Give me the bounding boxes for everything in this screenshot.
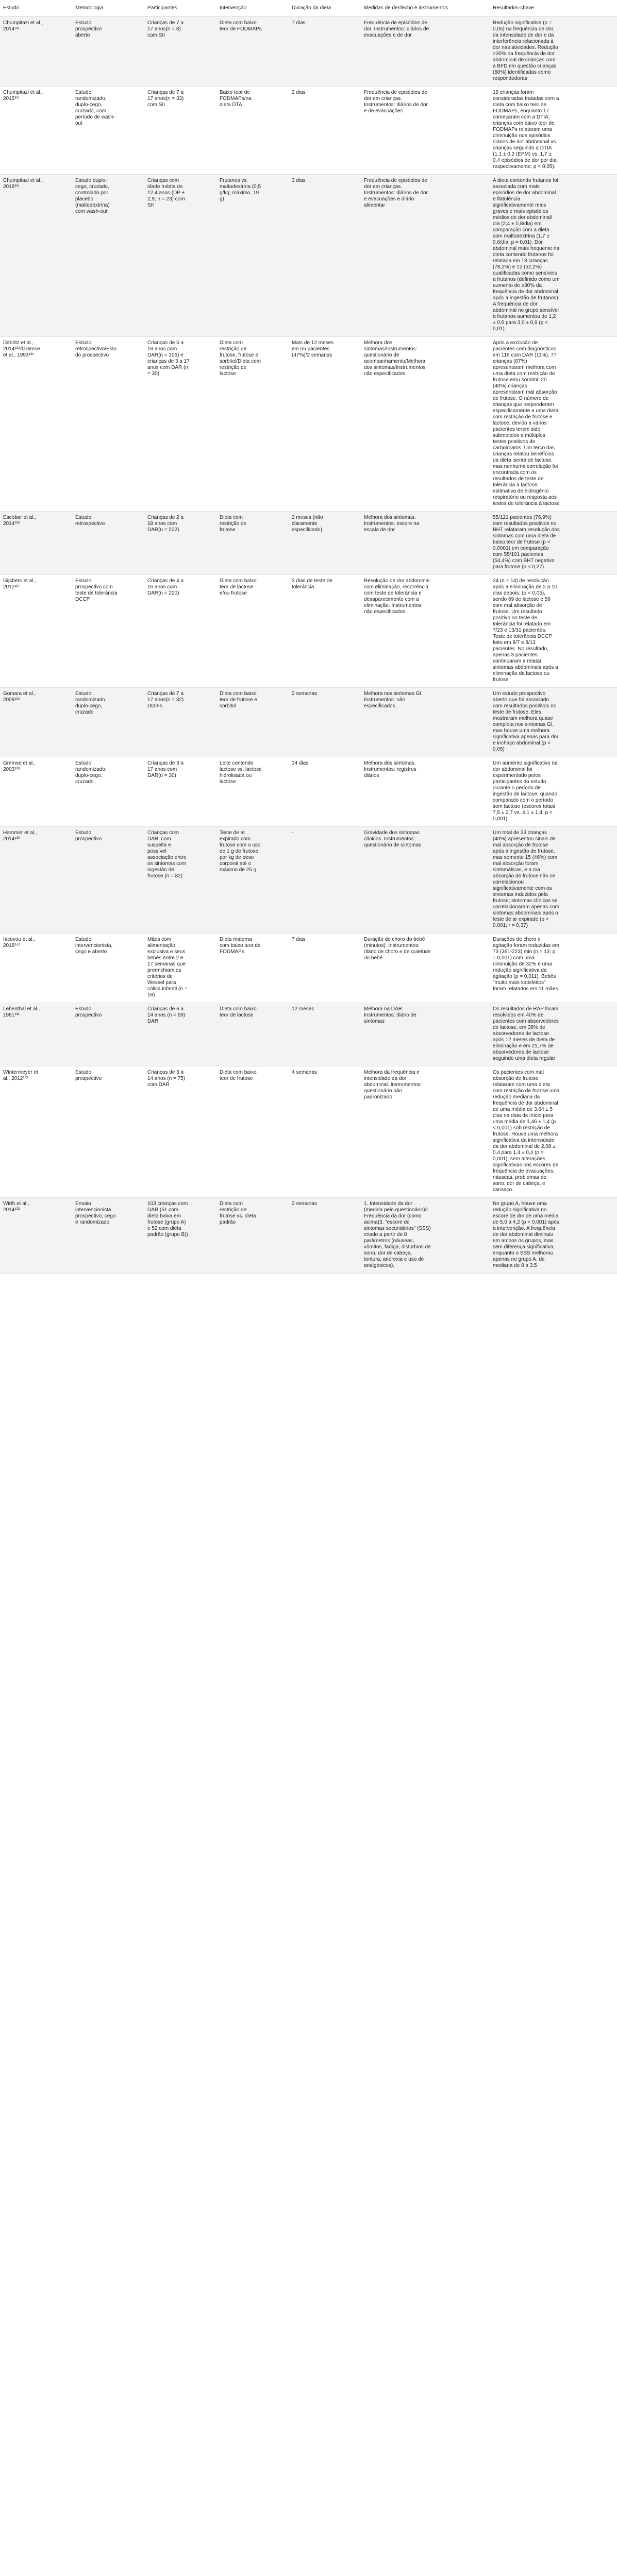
cell-duration bbox=[289, 688, 361, 757]
cell-intervention bbox=[216, 87, 289, 175]
cell-text: Melhora dos sintomas. Instrumentos: escore na escala de dor bbox=[364, 515, 420, 533]
cell-methodology bbox=[72, 17, 144, 87]
cell-outcome-measures bbox=[361, 512, 490, 575]
cell-text: 3 dias de teste de tolerância bbox=[292, 578, 332, 590]
cell-text: Duração do choro do bebê (minutos). Instrumentos: diário de choro e de quietude do bebê bbox=[364, 937, 431, 961]
table-row bbox=[0, 827, 617, 934]
cell-outcome-measures bbox=[361, 934, 490, 1003]
cell-participants bbox=[144, 175, 216, 337]
table-row bbox=[0, 1003, 617, 1066]
cell-text: Melhora dos sintomas/Instrumentos: questionário de acompanhamento/Melhora dos sintomas/Instrumentos não especificados bbox=[364, 340, 426, 377]
cell-text: Frutanos vs. maltodextrina (0,5 g/kg; máximo, 19 g) bbox=[220, 178, 261, 202]
cell-key-results bbox=[490, 1066, 617, 1198]
cell-outcome-measures bbox=[361, 827, 490, 934]
cell-text: 7 dias bbox=[292, 20, 306, 26]
cell-intervention bbox=[216, 934, 289, 1003]
cell-text: Wintermeyer et al., 2012¹³² bbox=[3, 1070, 38, 1081]
table-row bbox=[0, 175, 617, 337]
cell-duration bbox=[289, 175, 361, 337]
cell-methodology bbox=[72, 934, 144, 1003]
table-row bbox=[0, 87, 617, 175]
cell-text: Estudo randomizado, duplo-cego, cruzado bbox=[75, 760, 107, 785]
cell-duration bbox=[289, 337, 361, 512]
cell-intervention bbox=[216, 1198, 289, 1274]
cell-methodology bbox=[72, 688, 144, 757]
cell-duration bbox=[289, 1066, 361, 1198]
header-row bbox=[0, 0, 617, 17]
cell-outcome-measures bbox=[361, 575, 490, 688]
cell-text: Crianças de 3 a 14 anos (n = 75) com DAR bbox=[147, 1070, 186, 1088]
cell-text: Crianças de 6 a 14 anos (n = 69) DAR bbox=[147, 1006, 186, 1024]
cell-intervention bbox=[216, 17, 289, 87]
cell-outcome-measures bbox=[361, 175, 490, 337]
cell-text: Após a exclusão de pacientes com diagnósticos em 116 com DAR (11%), 77 crianças (67%) apresentaram melhora com uma dieta com restrição de frutose e/ou sorbitol. 20 (40%) crianças apresentaram mal absorção de frutose. O número de crianças que responderam especificamente a uma dieta com restrição de frutose e lactose, devido a vários pacientes terem sido submetidos a múltiplos testes positivos de carboidratos. Um terço das crianças relatou benefícios da dieta isenta de lactose, mas nenhuma correlação foi encontrada com os resultados de teste de tolerância à lactose, estimativa de hidrogênio respiratório ou resposta aos testes de tolerância à lactose bbox=[493, 340, 560, 506]
cell-key-results bbox=[490, 17, 617, 87]
cell-text: Dieta com baixo teor de frutose bbox=[220, 1070, 257, 1081]
cell-text: Leite contendo lactose vs. lactose hidrolisada ou lactose bbox=[220, 760, 262, 785]
cell-duration bbox=[289, 17, 361, 87]
table-row bbox=[0, 934, 617, 1003]
studies-table bbox=[0, 0, 617, 1274]
cell-study bbox=[0, 337, 72, 512]
cell-study bbox=[0, 87, 72, 175]
cell-text: Crianças com DAR, com suspeita e possível associação entre os sintomas com ingestão de frutose (n = 82) bbox=[147, 830, 187, 879]
cell-text: Dieta com baixo teor de frutose e sorbitol bbox=[220, 691, 257, 709]
cell-text: 24 (n = 14) de resolução após a eliminação de 2 a 10 dias depois: (p < 0,05), sendo 69 de lactose e 59 com mal absorção de frutose. Um resultado positivo no teste de tolerância foi relatado em 7/23 e 13/31 pacientes. Teste de tolerância DCCP feito em 8/7 e 8/13 pacientes. No resultado, apenas 3 pacientes continuaram a relatar sintomas abdominais após a eliminação da lactose ou frutose bbox=[493, 578, 558, 683]
cell-text: 12 meses bbox=[292, 1006, 314, 1012]
cell-text: Crianças de 7 a 17 anos(n = 32) DGIFs bbox=[147, 691, 184, 709]
cell-study bbox=[0, 1198, 72, 1274]
cell-text: Baixo teor de FODMAPs/na dieta DTA bbox=[220, 90, 252, 108]
cell-key-results bbox=[490, 575, 617, 688]
cell-text: Estudo intervencionista, cego e aberto bbox=[75, 937, 113, 955]
cell-participants bbox=[144, 934, 216, 1003]
cell-study bbox=[0, 688, 72, 757]
cell-key-results bbox=[490, 934, 617, 1003]
cell-text: 2 semanas bbox=[292, 1201, 317, 1207]
cell-text: Melhora nos sintomas GI. Instrumentos: não especificados bbox=[364, 691, 423, 709]
cell-text: Chumpitazi et al., 2015⁸⁵ bbox=[3, 90, 43, 101]
cell-text: 14 dias bbox=[292, 760, 309, 766]
cell-text: Lebenthal et al., 1981¹³¹ bbox=[3, 1006, 40, 1018]
cell-methodology bbox=[72, 1066, 144, 1198]
cell-text: Gijsbers et al., 2012¹²⁷ bbox=[3, 578, 36, 590]
cell-text: Estudo retrospectivo/Estudo prospectivo bbox=[75, 340, 117, 358]
cell-participants bbox=[144, 757, 216, 827]
cell-participants bbox=[144, 827, 216, 934]
cell-intervention bbox=[216, 757, 289, 827]
col-header-intervention: Intervenção bbox=[216, 0, 289, 17]
cell-text: Crianças de 3 a 17 anos com DAR(n = 30) bbox=[147, 760, 184, 778]
cell-study bbox=[0, 512, 72, 575]
cell-participants bbox=[144, 87, 216, 175]
cell-text: Um aumento significativo na dor abdominal foi experimentado pelos participantes do estudo durante o período de ingestão de lactose, quando comparado com o período sem lactose (escores totais 7,5 ± 2,7 vs. 4,1 ± 1,4; p < 0,001) bbox=[493, 760, 558, 822]
cell-text: Estudo retrospectivo bbox=[75, 515, 105, 527]
cell-text: Crianças com idade média de 12,4 anos (DP ± 2,9; n = 23) com SII bbox=[147, 178, 185, 208]
cell-text: Iacovou et al., 2018¹⁴³ bbox=[3, 937, 36, 948]
cell-text: Mães com alimentação exclusiva e seus bebês entre 2 e 17 semanas que preenchiam os critérios de Wessel para cólica infantil (n = 18) bbox=[147, 937, 188, 998]
cell-text: Teste de ar expirado com frutose com o uso de 1 g de frutose por kg de peso corporal até o máximo de 25 g bbox=[220, 830, 261, 873]
cell-text: Crianças de 4 a 16 anos com DAR(n = 220) bbox=[147, 578, 184, 596]
cell-intervention bbox=[216, 827, 289, 934]
cell-key-results bbox=[490, 87, 617, 175]
cell-text: 103 crianças com DAR (51 com dieta baixa em frutose (grupo A) e 52 com dieta padrão (grupo B)) bbox=[147, 1201, 188, 1238]
cell-intervention bbox=[216, 575, 289, 688]
cell-methodology bbox=[72, 757, 144, 827]
cell-text: Hammer et al., 2014¹³⁰ bbox=[3, 830, 37, 842]
cell-text: Escobar et al., 2014¹²⁶ bbox=[3, 515, 36, 527]
cell-outcome-measures bbox=[361, 1003, 490, 1066]
cell-text: Estudo randomizado, duplo-cego, cruzado, com período de wash-out bbox=[75, 90, 115, 126]
cell-text: Durações de choro e agitação foram reduzidas em 73 (361-223) min (n = 13; p = 0,001) com uma diminuição de 32% e uma redução significativa da agitação (p = 0,011). Bebês "muito mais satisfeitos" foram relatados em 11 mães. bbox=[493, 937, 560, 992]
cell-methodology bbox=[72, 87, 144, 175]
cell-text: Um estudo prospectivo aberto que foi associado com resultados positivos no teste de frutose. Eles mostraram melhora quase completa nos sintomas GI, mas houve uma melhora significativa apenas para dor e inchaço abdominal (p < 0,05) bbox=[493, 691, 559, 752]
cell-text: Däbritz et al., 2014¹²⁴/Gremse et al., 1993¹²⁵ bbox=[3, 340, 40, 358]
col-header-key-results: Resultados-chave bbox=[490, 0, 617, 17]
cell-duration bbox=[289, 1003, 361, 1066]
cell-study bbox=[0, 1003, 72, 1066]
cell-text: Dieta com restrição de frutose vs. dieta padrão bbox=[220, 1201, 256, 1225]
cell-text: Crianças de 7 a 17 anos(n = 33) com SII bbox=[147, 90, 184, 108]
cell-text: Estudo prospectivo bbox=[75, 1006, 102, 1018]
cell-text: 16 crianças foram consideradas tratadas com a dieta com baixo teor de FODMAPs, enquanto 17 começaram com a DTIA; crianças com baixo teor de FODMAPs relataram uma diminuição nos episódios diários de dor abdominal vs. crianças seguindo a DTIA (1,1 ± 0,2 (EPM) vs. 1,7 ± 0,4 episódios de dor por dia, respectivamente; p < 0,05). bbox=[493, 90, 559, 170]
cell-text: Gomara et al., 2008¹²⁸ bbox=[3, 691, 36, 703]
table-row bbox=[0, 1066, 617, 1198]
cell-methodology bbox=[72, 337, 144, 512]
cell-key-results bbox=[490, 337, 617, 512]
cell-participants bbox=[144, 337, 216, 512]
cell-key-results bbox=[490, 827, 617, 934]
cell-study bbox=[0, 1066, 72, 1198]
table-header bbox=[0, 0, 617, 17]
cell-duration bbox=[289, 512, 361, 575]
cell-text: Resolução de dor abdominal com eliminação, recorrência com teste de tolerância e desaparecimento com a eliminação. Instrumentos: não especificados bbox=[364, 578, 430, 615]
table-row bbox=[0, 575, 617, 688]
col-header-study: Estudo bbox=[0, 0, 72, 17]
cell-text: 55/121 pacientes (76,9%) com resultados positivos no BHT relataram resolução dos sintomas com uma dieta de baixo teor de frutose (p < 0,0001) em comparação com 55/101 pacientes (54,4%) com BHT negativo para frutose (p < 0,27) bbox=[493, 515, 560, 570]
cell-outcome-measures bbox=[361, 17, 490, 87]
cell-text: Mais de 12 meses em 55 pacientes (47%)/2 semanas bbox=[292, 340, 334, 358]
cell-text: Frequência de episódios de dor. Instrumentos: diários de evacuações e de dor bbox=[364, 20, 429, 38]
cell-methodology bbox=[72, 575, 144, 688]
cell-key-results bbox=[490, 175, 617, 337]
cell-text: Estudo prospectivo bbox=[75, 1070, 102, 1081]
cell-outcome-measures bbox=[361, 688, 490, 757]
cell-text: Dieta com baixo teor de lactose bbox=[220, 1006, 257, 1018]
cell-intervention bbox=[216, 1003, 289, 1066]
cell-intervention bbox=[216, 337, 289, 512]
cell-duration bbox=[289, 1198, 361, 1274]
table-row bbox=[0, 1198, 617, 1274]
cell-text: Ensaio intervencionista prospectivo, cego e randomizado bbox=[75, 1201, 116, 1225]
cell-outcome-measures bbox=[361, 1066, 490, 1198]
table-row bbox=[0, 757, 617, 827]
table-row bbox=[0, 688, 617, 757]
cell-text: Melhora da frequência e intensidade da dor abdominal. Instrumentos: questionário não padronizado bbox=[364, 1070, 422, 1100]
cell-text: 2 meses (não claramente especificado) bbox=[292, 515, 323, 533]
col-header-methodology: Metodologia bbox=[72, 0, 144, 17]
cell-text: Crianças de 5 a 18 anos com DAR(n = 206) e crianças de 3 a 17 anos com DAR (n = 30) bbox=[147, 340, 190, 377]
cell-participants bbox=[144, 688, 216, 757]
cell-text: Estudo randomizado, duplo-cego, cruzado bbox=[75, 691, 107, 715]
cell-duration bbox=[289, 827, 361, 934]
cell-text: Um total de 33 crianças (40%) apresentou sinais de mal absorção de frutose após a ingestão de frutose, mas somente 15 (46%) com mal absorção foram sintomáticas, e a má absorção de frutose não se correlacionou significativamente com os sintomas induzidos pela frutose; sintomas clínicos se correlacionaram apenas com sintomas abdominais após o teste de ar expirado (p < 0,001; r = 0,37) bbox=[493, 830, 559, 928]
cell-key-results bbox=[490, 757, 617, 827]
cell-methodology bbox=[72, 175, 144, 337]
cell-methodology bbox=[72, 512, 144, 575]
cell-text: No grupo A, houve uma redução significativa no escore de dor de uma média de 5,0 a 4,2 (p < 0,001) após a intervenção. A frequência de dor abdominal diminuiu em ambos os grupos, mas sem diferença significativa, enquanto o SSS melhorou apenas no grupo A, de mediana de 8 a 3,5 bbox=[493, 1201, 559, 1268]
cell-text: Dieta com baixo teor de lactose e/ou frutose bbox=[220, 578, 257, 596]
cell-text: Frequência de episódios de dor em crianças. Instrumentos: diários de dor e de evacuações bbox=[364, 90, 428, 114]
cell-text: Dieta com restrição de frutose, frutose e sorbitol/Dieta com restrição de lactose bbox=[220, 340, 261, 377]
cell-text: Chumpitazi et al., 2018⁸⁶ bbox=[3, 178, 43, 190]
cell-duration bbox=[289, 575, 361, 688]
cell-study bbox=[0, 827, 72, 934]
cell-participants bbox=[144, 17, 216, 87]
cell-key-results bbox=[490, 512, 617, 575]
cell-text: Estudo prospectivo bbox=[75, 830, 102, 842]
cell-text: Dieta com restrição de frutose bbox=[220, 515, 247, 533]
cell-text: Dieta materna com baixo teor de FODMAPs bbox=[220, 937, 261, 955]
cell-text: Estudo duplo-cego, cruzado, controlado por placebo (maltodextrina) com wash-out bbox=[75, 178, 110, 214]
cell-text: Melhora dos sintomas. Instrumentos: registros diários bbox=[364, 760, 416, 778]
cell-text: Redução significativa (p = 0,05) na frequência de dor, da intensidade de dor e da interferência relacionada à dor nas atividades. Redução >30% na frequência de dor abdominal de crianças com a BFD em questão crianças (50%) identificadas como respondedoras bbox=[493, 20, 558, 81]
cell-outcome-measures bbox=[361, 1198, 490, 1274]
cell-key-results bbox=[490, 1003, 617, 1066]
cell-duration bbox=[289, 87, 361, 175]
cell-text: Os resultados de RAP foram resolvidos em 40% de pacientes com absorvedores de lactose, em 38% de absorvedores de lactose após 12 meses de dieta de eliminação e em 21,7% de absorvedores de lactose seguindo uma dieta regular bbox=[493, 1006, 559, 1061]
cell-key-results bbox=[490, 688, 617, 757]
cell-key-results bbox=[490, 1198, 617, 1274]
cell-text: 1. Intensidade da dor (medida pelo questionário)2. Frequência da dor (como acima)3. "escore de sintomas secundários" (SSS) criado a partir de 8 parâmetros (náuseas, vômitos, fadiga, distúrbios de sono, dor de cabeça, tontura, anorexia e uso de analgésicos). bbox=[364, 1201, 431, 1268]
cell-text: - bbox=[292, 830, 294, 836]
cell-methodology bbox=[72, 1198, 144, 1274]
cell-participants bbox=[144, 1198, 216, 1274]
col-header-duration: Duração da dieta bbox=[289, 0, 361, 17]
cell-intervention bbox=[216, 1066, 289, 1198]
cell-duration bbox=[289, 934, 361, 1003]
table-body bbox=[0, 17, 617, 1274]
cell-outcome-measures bbox=[361, 87, 490, 175]
col-header-outcome-measures: Medidas de desfecho e instrumentos bbox=[361, 0, 490, 17]
cell-intervention bbox=[216, 512, 289, 575]
cell-participants bbox=[144, 1066, 216, 1198]
table-row bbox=[0, 17, 617, 87]
cell-text: 4 semanas bbox=[292, 1070, 317, 1075]
table-row bbox=[0, 337, 617, 512]
cell-study bbox=[0, 175, 72, 337]
col-header-participants: Participantes bbox=[144, 0, 216, 17]
cell-text: Os pacientes com mal absorção de frutose relataram com uma dieta com restrição de frutose uma redução mediana da frequência de dor abdominal de uma média de 3,64 ± 5 dias na data de início para uma média de 1,46 ± 1,4 (p < 0,001) sob restrição de frutose. Houve uma melhora significativa da intensidade da dor abdominal de 2,08 ± 0,4 para 1,4 ± 0,4 (p = 0,001), sem alterações significativas nos escores de frequência de evacuações, náuseas, problemas de sono, dor de cabeça, e cansaço. bbox=[493, 1070, 560, 1193]
cell-text: A dieta contendo frutanos foi associada com mais episódios de dor abdominal e flatulência significativamente mais graves e mais episódios médios de dor abdominal/ dia (2,4 ± 0,8/dia) em comparação com a dieta com maltodextrina (1,7 ± 0,6/dia; p = 0,01). Dor abdominal mais frequente na dieta contendo frutanos foi relatada em 18 crianças (78,2%) e 12 (52,2%) qualificadas como sensíveis a frutanos (definido como um aumento de ≥30% da frequência de dor abdominal após a ingestão de frutanos). A frequência de dor abdominal no grupo sensível a frutanos aumentou de 1,2 ± 0,6 para 3,0 ± 0,9 (p < 0,01) bbox=[493, 178, 560, 332]
cell-study bbox=[0, 575, 72, 688]
cell-text: 2 semanas bbox=[292, 691, 317, 697]
cell-participants bbox=[144, 512, 216, 575]
cell-text: Crianças de 2 a 18 anos com DAR(n = 222) bbox=[147, 515, 184, 533]
cell-study bbox=[0, 757, 72, 827]
cell-text: Chumpitazi et al., 2014⁸⁴ bbox=[3, 20, 43, 32]
cell-intervention bbox=[216, 688, 289, 757]
cell-text: 2 dias bbox=[292, 90, 306, 95]
cell-participants bbox=[144, 1003, 216, 1066]
cell-text: Crianças de 7 a 17 anos(n = 8) com SII bbox=[147, 20, 184, 38]
cell-text: Gremse et al., 2003¹²⁹ bbox=[3, 760, 36, 772]
cell-text: Estudo prospectivo aberto bbox=[75, 20, 102, 38]
cell-intervention bbox=[216, 175, 289, 337]
cell-duration bbox=[289, 757, 361, 827]
cell-methodology bbox=[72, 1003, 144, 1066]
cell-text: Gravidade dos sintomas clínicos. Instrumentos: questionário de sintomas bbox=[364, 830, 422, 848]
cell-study bbox=[0, 934, 72, 1003]
cell-outcome-measures bbox=[361, 757, 490, 827]
cell-text: Dieta com baixo teor de FODMAPs bbox=[220, 20, 262, 32]
cell-outcome-measures bbox=[361, 337, 490, 512]
cell-text: Melhora na DAR. Instrumentos: diário de sintomas bbox=[364, 1006, 416, 1024]
cell-text: 7 dias bbox=[292, 937, 306, 942]
cell-study bbox=[0, 17, 72, 87]
cell-text: 3 dias bbox=[292, 178, 306, 183]
cell-text: Wirth et al., 2014¹³³ bbox=[3, 1201, 29, 1213]
table-row bbox=[0, 512, 617, 575]
cell-methodology bbox=[72, 827, 144, 934]
cell-participants bbox=[144, 575, 216, 688]
cell-text: Estudo prospectivo com teste de tolerância DCCP bbox=[75, 578, 118, 602]
cell-text: Frequência de episódios de dor em crianças. Instrumentos: diários de dor e evacuações e diário alimentar bbox=[364, 178, 428, 208]
